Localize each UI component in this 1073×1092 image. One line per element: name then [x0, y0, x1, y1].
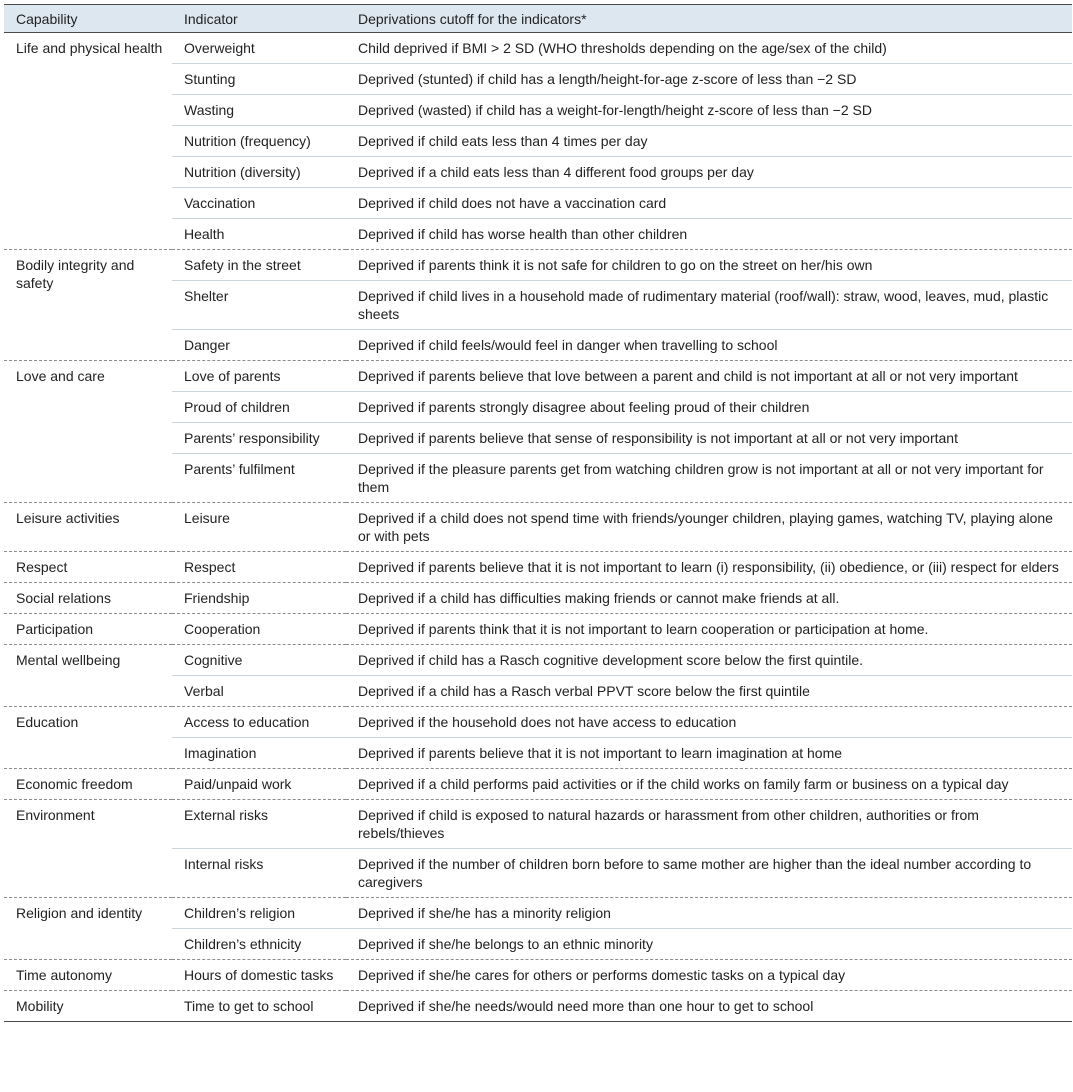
- capability-cell: Economic freedom: [4, 769, 172, 800]
- table-header: [4, 5, 1072, 33]
- indicator-cell: Children’s ethnicity: [172, 929, 346, 960]
- table-row: [4, 33, 1072, 64]
- cutoff-cell: Deprived if the pleasure parents get from watching children grow is not important at all or not very important for them: [346, 454, 1072, 503]
- cutoff-cell: Deprived if parents believe that love between a parent and child is not important at all or not very important: [346, 361, 1072, 392]
- capability-cell: Participation: [4, 614, 172, 645]
- indicator-cell: Verbal: [172, 676, 346, 707]
- capability-cell: Environment: [4, 800, 172, 898]
- indicator-cell: Respect: [172, 552, 346, 583]
- indicator-cell: Internal risks: [172, 849, 346, 898]
- indicator-cell: Access to education: [172, 707, 346, 738]
- cutoff-cell: Deprived if she/he belongs to an ethnic minority: [346, 929, 1072, 960]
- cutoff-cell: Deprived if parents believe that it is not important to learn (i) responsibility, (ii) obedience, or (iii) respect for elders: [346, 552, 1072, 583]
- indicator-cell: Wasting: [172, 95, 346, 126]
- capability-cell: Respect: [4, 552, 172, 583]
- cutoff-cell: Deprived if child feels/would feel in danger when travelling to school: [346, 330, 1072, 361]
- capability-cell: Bodily integrity and safety: [4, 250, 172, 361]
- cutoff-cell: Deprived if parents think that it is not important to learn cooperation or participation at home.: [346, 614, 1072, 645]
- cutoff-cell: Deprived if a child eats less than 4 different food groups per day: [346, 157, 1072, 188]
- header-cutoff: Deprivations cutoff for the indicators*: [346, 5, 1072, 33]
- cutoff-cell: Deprived if parents believe that it is not important to learn imagination at home: [346, 738, 1072, 769]
- indicator-cell: Parents’ fulfilment: [172, 454, 346, 503]
- table-body: [4, 33, 1072, 1022]
- indicator-cell: Paid/unpaid work: [172, 769, 346, 800]
- header-capability: Capability: [4, 5, 172, 33]
- cutoff-cell: Deprived if a child has a Rasch verbal PPVT score below the first quintile: [346, 676, 1072, 707]
- indicator-cell: Stunting: [172, 64, 346, 95]
- cutoff-cell: Deprived if parents believe that sense of responsibility is not important at all or not very important: [346, 423, 1072, 454]
- table-row: [4, 991, 1072, 1022]
- indicator-cell: Leisure: [172, 503, 346, 552]
- cutoff-cell: Deprived if a child has difficulties making friends or cannot make friends at all.: [346, 583, 1072, 614]
- cutoff-cell: Deprived if parents think it is not safe for children to go on the street on her/his own: [346, 250, 1072, 281]
- table-row: [4, 769, 1072, 800]
- cutoff-cell: Deprived if child has a Rasch cognitive development score below the first quintile.: [346, 645, 1072, 676]
- cutoff-cell: Deprived if she/he needs/would need more than one hour to get to school: [346, 991, 1072, 1022]
- capability-cell: Mental wellbeing: [4, 645, 172, 707]
- cutoff-cell: Deprived if child has worse health than other children: [346, 219, 1072, 250]
- cutoff-cell: Deprived (stunted) if child has a length/height-for-age z-score of less than −2 SD: [346, 64, 1072, 95]
- table-row: [4, 503, 1072, 552]
- indicator-cell: Health: [172, 219, 346, 250]
- indicator-cell: Cooperation: [172, 614, 346, 645]
- cutoff-cell: Deprived if child eats less than 4 times per day: [346, 126, 1072, 157]
- capability-cell: Time autonomy: [4, 960, 172, 991]
- header-row: [4, 5, 1072, 33]
- table-row: [4, 552, 1072, 583]
- capability-cell: Religion and identity: [4, 898, 172, 960]
- indicator-cell: Shelter: [172, 281, 346, 330]
- cutoff-cell: Deprived if a child performs paid activities or if the child works on family farm or business on a typical day: [346, 769, 1072, 800]
- cutoff-cell: Deprived if the number of children born before to same mother are higher than the ideal number according to caregivers: [346, 849, 1072, 898]
- indicator-cell: Danger: [172, 330, 346, 361]
- cutoff-cell: Deprived if child is exposed to natural hazards or harassment from other children, authorities or from rebels/thieves: [346, 800, 1072, 849]
- cutoff-cell: Deprived if a child does not spend time with friends/younger children, playing games, watching TV, playing alone or with pets: [346, 503, 1072, 552]
- indicator-cell: Imagination: [172, 738, 346, 769]
- indicator-cell: Parents’ responsibility: [172, 423, 346, 454]
- indicator-cell: Vaccination: [172, 188, 346, 219]
- indicator-cell: Time to get to school: [172, 991, 346, 1022]
- cutoff-cell: Deprived if child lives in a household made of rudimentary material (roof/wall): straw, wood, leaves, mud, plastic sheets: [346, 281, 1072, 330]
- indicator-cell: External risks: [172, 800, 346, 849]
- table-row: [4, 250, 1072, 281]
- capability-cell: Social relations: [4, 583, 172, 614]
- indicator-cell: Love of parents: [172, 361, 346, 392]
- cutoff-cell: Deprived (wasted) if child has a weight-for-length/height z-score of less than −2 SD: [346, 95, 1072, 126]
- cutoff-cell: Deprived if child does not have a vaccination card: [346, 188, 1072, 219]
- indicator-cell: Hours of domestic tasks: [172, 960, 346, 991]
- table-row: [4, 707, 1072, 738]
- capability-cell: Life and physical health: [16, 40, 163, 56]
- cutoff-cell: Child deprived if BMI > 2 SD (WHO thresholds depending on the age/sex of the child): [358, 40, 887, 56]
- indicator-cell: Safety in the street: [172, 250, 346, 281]
- capability-cell: Mobility: [4, 991, 172, 1022]
- cutoff-cell: Deprived if parents strongly disagree about feeling proud of their children: [346, 392, 1072, 423]
- header-indicator: Indicator: [172, 5, 346, 33]
- cutoff-cell: Deprived if she/he cares for others or performs domestic tasks on a typical day: [346, 960, 1072, 991]
- capability-cell: Education: [4, 707, 172, 769]
- capability-table: [4, 4, 1072, 1022]
- table-row: [4, 361, 1072, 392]
- table-row: [4, 645, 1072, 676]
- cutoff-cell: Deprived if she/he has a minority religion: [346, 898, 1072, 929]
- indicator-cell: Proud of children: [172, 392, 346, 423]
- table-row: [4, 898, 1072, 929]
- table-row: [4, 614, 1072, 645]
- capability-cell: Love and care: [4, 361, 172, 503]
- table-row: [4, 583, 1072, 614]
- cutoff-cell: Deprived if the household does not have access to education: [346, 707, 1072, 738]
- indicator-cell: Friendship: [172, 583, 346, 614]
- table-row: [4, 800, 1072, 849]
- indicator-cell: Nutrition (diversity): [172, 157, 346, 188]
- indicator-cell: Nutrition (frequency): [172, 126, 346, 157]
- indicator-cell: Overweight: [184, 40, 255, 56]
- capability-cell: Leisure activities: [4, 503, 172, 552]
- table-row: [4, 960, 1072, 991]
- indicator-cell: Children’s religion: [172, 898, 346, 929]
- indicator-cell: Cognitive: [172, 645, 346, 676]
